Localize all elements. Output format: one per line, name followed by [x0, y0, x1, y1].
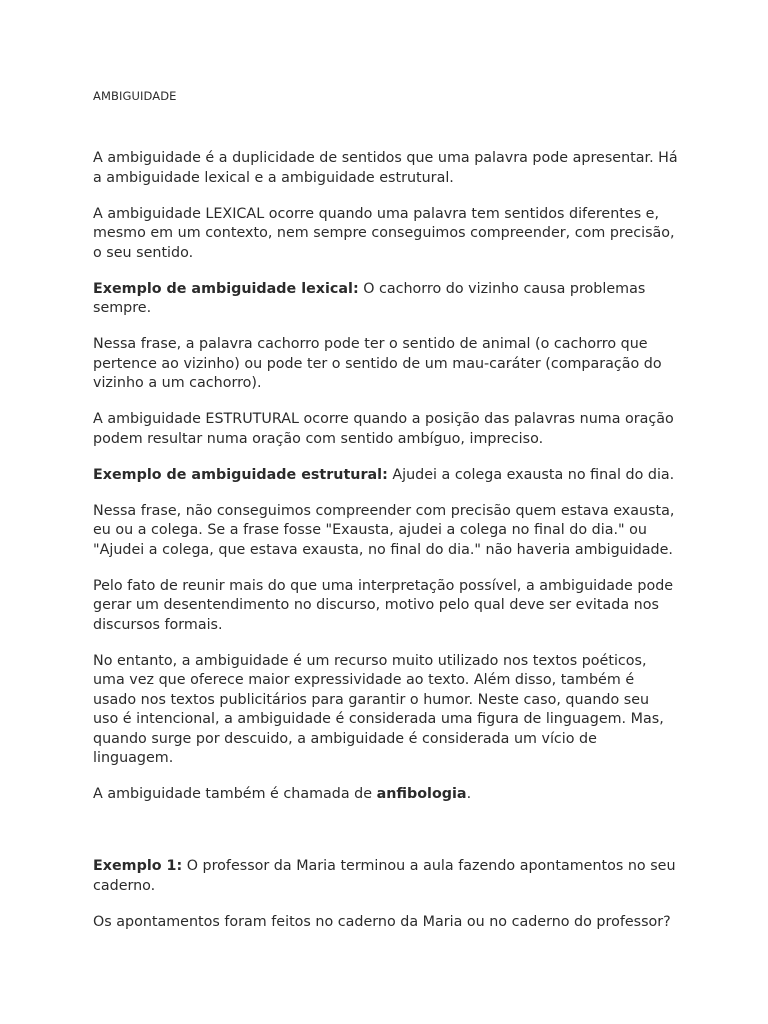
lexical-example-text: O cachorro do vizinho causa problemas sempre.	[93, 280, 646, 316]
structural-example-text: Ajudei a colega exausta no final do dia.	[387, 466, 675, 483]
paragraph-lexical-explanation: Nessa frase, a palavra cachorro pode ter o sentido de animal (o cachorro que pertence ao vizinho) ou pode ter o sentido de um mau-caráter (comparação do vizinho a um cachorro).	[93, 336, 662, 391]
anfibologia-intro: A ambiguidade também é chamada de	[93, 786, 377, 802]
paragraph-question: Os apontamentos foram feitos no caderno da Maria ou no caderno do professor?	[93, 913, 671, 930]
example-1-label: Exemplo 1:	[93, 858, 183, 874]
example-1-text: O professor da Maria terminou a aula fazendo apontamentos no seu caderno.	[93, 858, 676, 894]
paragraph-definition: A ambiguidade é a duplicidade de sentidos que uma palavra pode apresentar. Há a ambiguidade lexical e a ambiguidade estrutural.	[93, 150, 678, 186]
paragraph-lexical: A ambiguidade LEXICAL ocorre quando uma palavra tem sentidos diferentes e, mesmo em um contexto, nem sempre conseguimos compreender, com precisão, o seu sentido.	[93, 205, 675, 261]
section-spacer	[93, 821, 678, 857]
paragraph-discourse: Pelo fato de reunir mais do que uma interpretação possível, a ambiguidade pode gerar um desentendimento no discurso, motivo pelo qual deve ser evitada nos discursos formais.	[93, 577, 674, 633]
paragraph-example-1	[93, 857, 678, 896]
anfibologia-end: .	[466, 786, 472, 802]
paragraph-structural: A ambiguidade ESTRUTURAL ocorre quando a posição das palavras numa oração podem resultar numa oração com sentido ambíguo, impreciso.	[93, 411, 674, 447]
paragraph-lexical-example	[93, 280, 678, 319]
document-title: AMBIGUIDADE	[93, 89, 177, 103]
paragraph-anfibologia	[93, 785, 678, 805]
structural-example-label: Exemplo de ambiguidade estrutural:	[93, 466, 388, 483]
lexical-example-label: Exemplo de ambiguidade lexical:	[93, 280, 359, 297]
anfibologia-term: anfibologia	[376, 786, 467, 802]
paragraph-usage: No entanto, a ambiguidade é um recurso muito utilizado nos textos poéticos, uma vez que oferece maior expressividade ao texto. Além disso, também é usado nos textos publicitários para garantir o humor. Neste caso, quando seu uso é intencional, a ambiguidade é considerada uma figura de linguagem. Mas, quando surge por descuido, a ambiguidade é considerada um vício de linguagem.	[93, 652, 664, 766]
paragraph-structural-explanation: Nessa frase, não conseguimos compreender com precisão quem estava exausta, eu ou a colega. Se a frase fosse "Exausta, ajudei a colega no final do dia." ou "Ajudei a colega, que estava exausta, no final do dia." não haveria ambiguidade.	[93, 502, 675, 558]
paragraph-structural-example	[93, 466, 678, 486]
